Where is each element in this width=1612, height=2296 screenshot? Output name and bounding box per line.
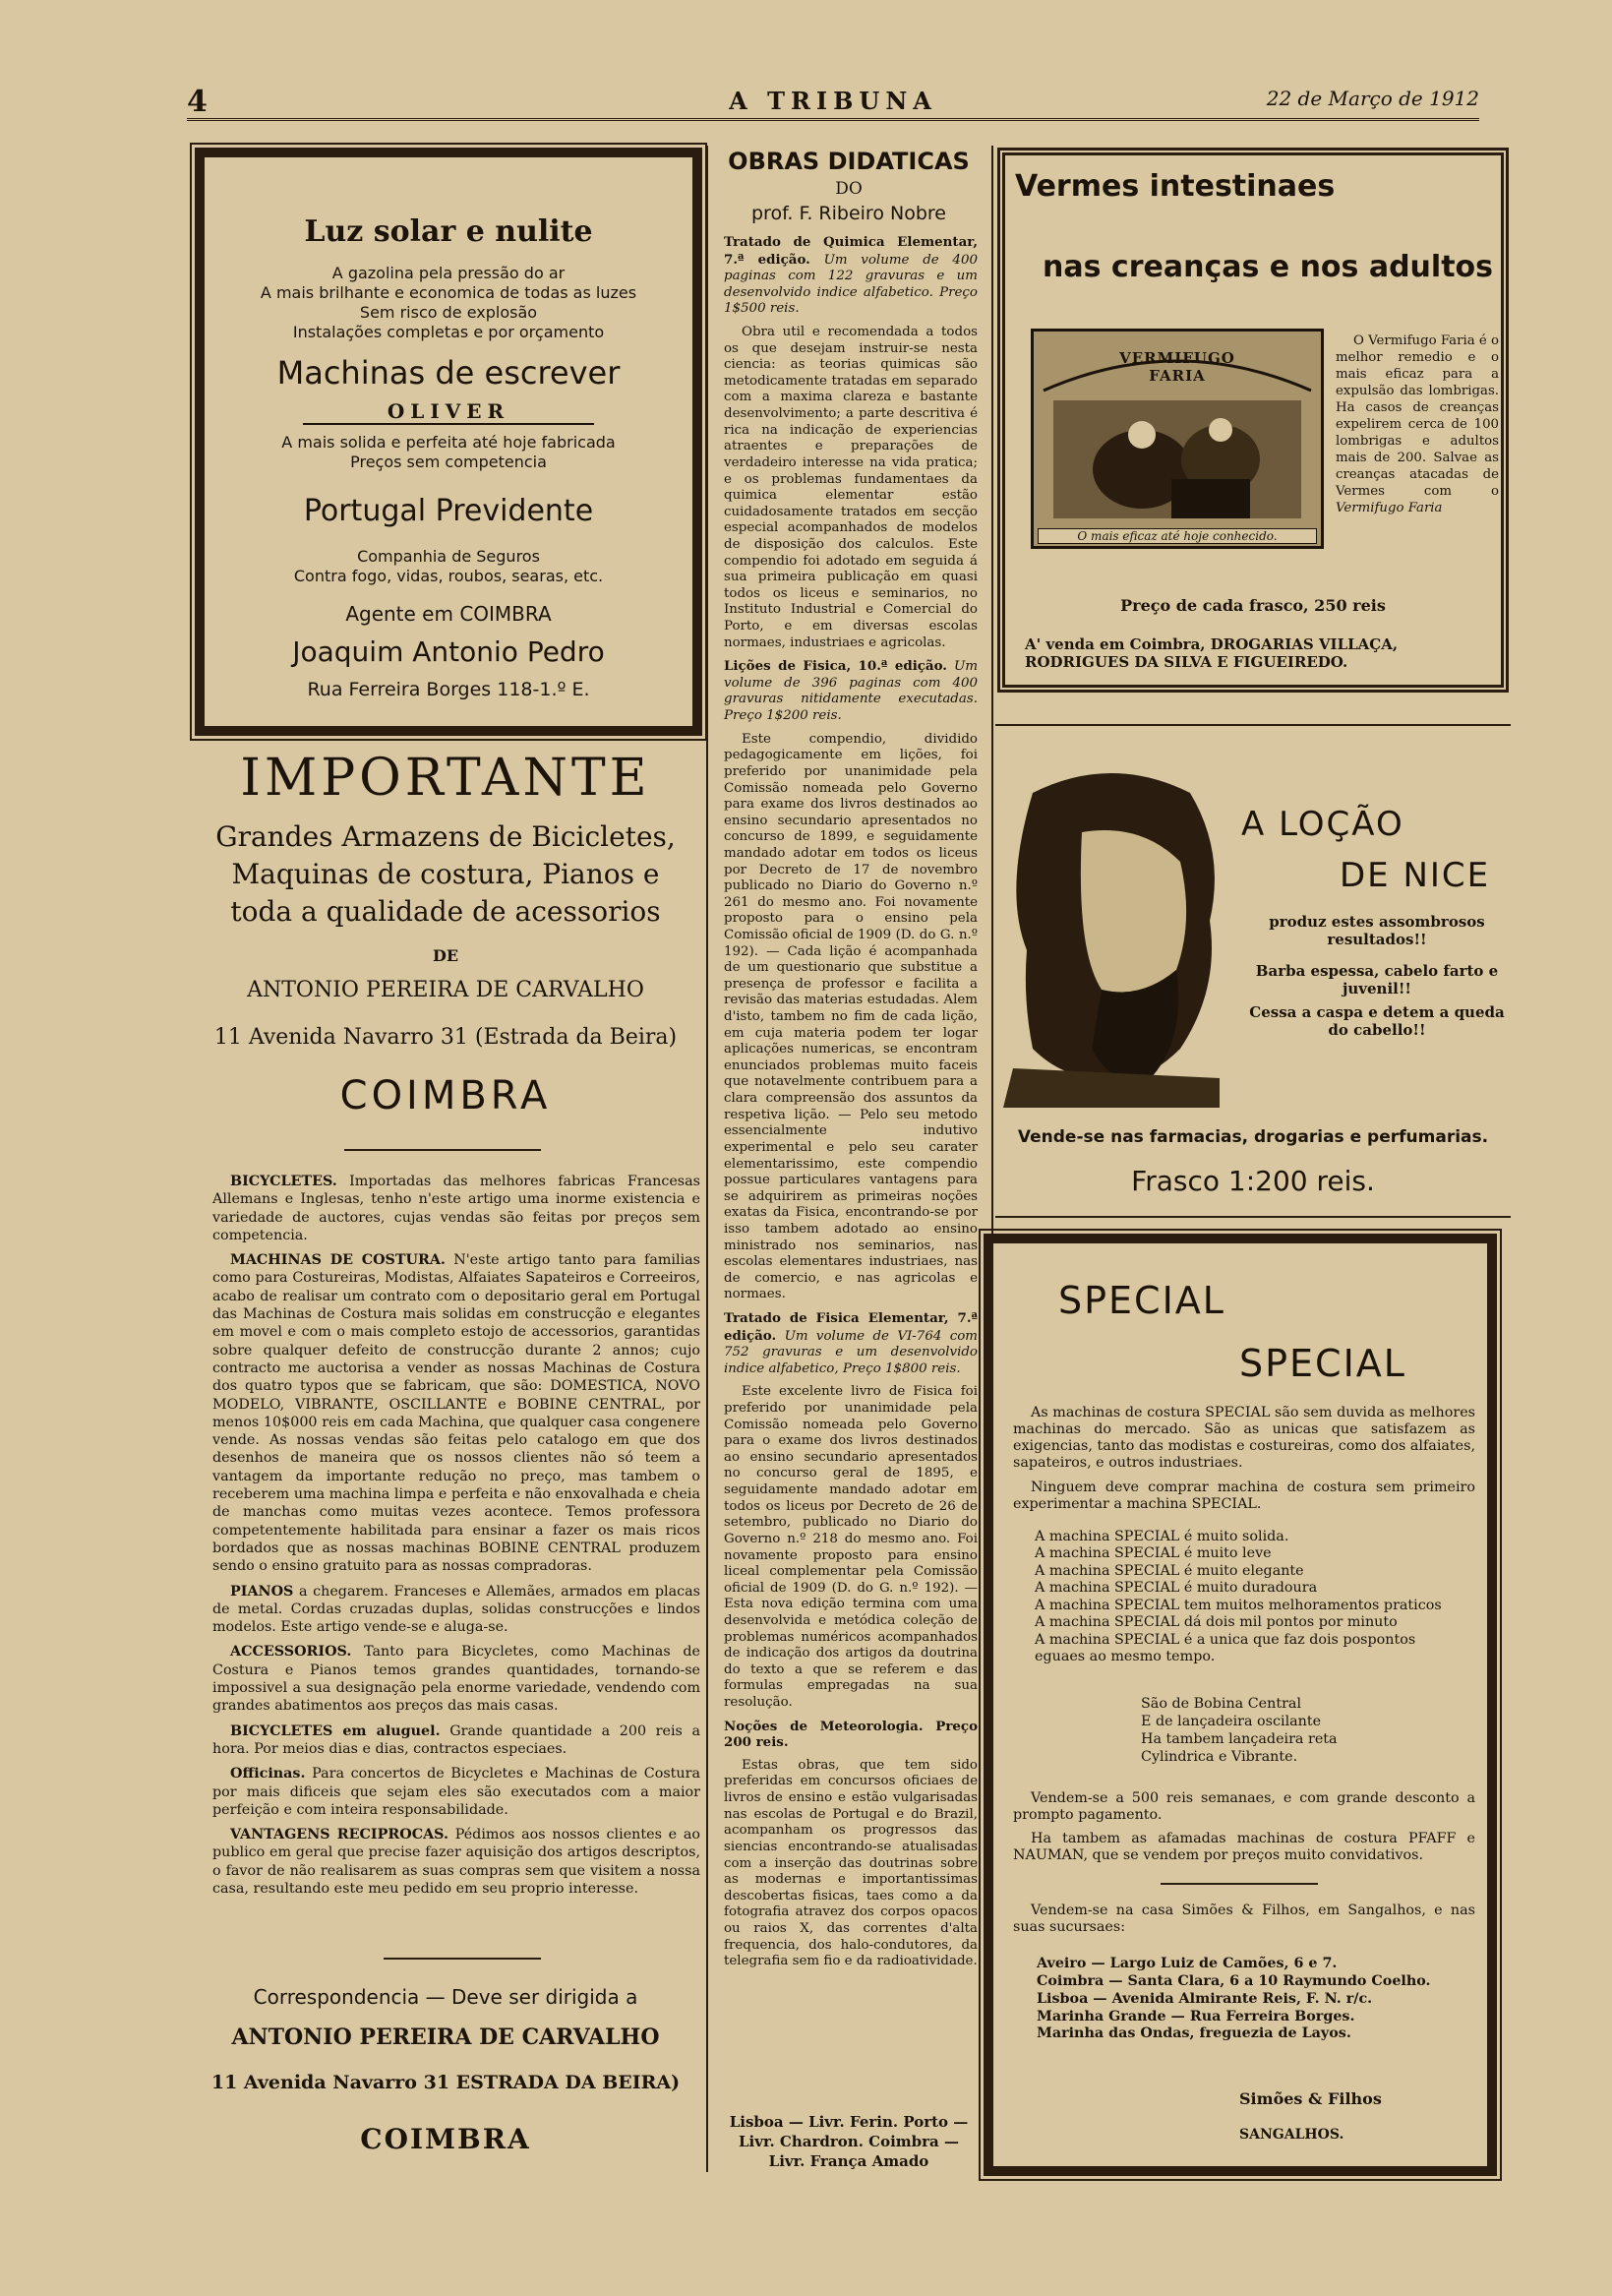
branch-item: Marinha Grande — Rua Ferreira Borges. [1037,2008,1355,2024]
branch-item: Lisboa — Avenida Almirante Reis, F. N. r/c. [1037,1990,1373,2007]
correspondence-address: 11 Avenida Navarro 31 ESTRADA DA BEIRA) [210,2072,681,2093]
man-portrait [993,754,1229,1108]
issue-date: 22 de Março de 1912 [1266,87,1479,110]
obras-author: prof. F. Ribeiro Nobre [751,203,946,224]
feature-item: A machina SPECIAL é a unica que faz dois pospontos eguaes ao mesmo tempo. [1035,1631,1416,1665]
special-firm-place: SANGALHOS. [1239,2127,1344,2143]
importante-owner: ANTONIO PEREIRA DE CARVALHO [247,978,644,1002]
vermifugo-side: O Vermifugo Faria é o melhor remedio e o mais eficaz para a expulsão das lombrigas. Ha casos de creanças expelirem cerca de 100 lombrigas e adultos mais de 200. Salvae as creanças atacadas de Vermes com o Vermifugo Faria [1336,333,1499,516]
special-features [1035,1529,1467,1666]
ad-line: Preços sem competencia [350,453,547,471]
correspondence-line: Correspondencia — Deve ser dirigida a [253,1985,638,2009]
ad-line: Agente em COIMBRA [345,602,552,626]
ad-line: A mais solida e perfeita até hoje fabricada [281,433,616,452]
locao-line: Barba espessa, cabelo farto e juvenil!! [1255,962,1499,997]
vermifugo-price: Preço de cada frasco, 250 reis [1120,596,1386,615]
ad-special [984,1234,1497,2176]
obras-do: DO [835,179,863,199]
ad-title: nas creanças e nos adultos [1043,250,1493,284]
importante-sub: Maquinas de costura, Pianos e [231,858,660,890]
ad-line: Sem risco de explosão [359,303,538,322]
correspondence-name: ANTONIO PEREIRA DE CARVALHO [231,2024,660,2050]
column-rule [706,146,708,2172]
importante-body: BICYCLETES. Importadas das melhores fabricas Francesas Allemans e Inglesas, tenho n'este artigo uma inorme existencia e variedade de auctores, cujas vendas são feitas por preços sem competencia. MACHINAS DE COSTURA. N'este artigo tanto para familias como para Costureiras, Modistas, Alfaiates Sapateiros e Correeiros, acabo de realisar um contrato com o depositario geral em Portugal das Machinas de Costura mais solidas em construcção e elegantes em movel e com o mais completo estojo de accessorios, garantidas sobre qualquer defeito de construcção durante 2 annos; cujo contracto me auctorisa a vender as nossas Machinas de Costura dos quatro typos que se fabricam, que são: DOMESTICA, NOVO MODELO, VIBRANTE, OSCILLANTE e BOBINE CENTRAL, por menos 10$000 reis em cada Machina, que qualquer casa congenere vende. As nossas vendas são feitas pelo catalogo em que dos desenhos de maneira que os nossos clientes não só teem a vantagem da importante redução no preço, mas tambem o receberem uma machina limpa e perfeita e não enxovalhada e cheia de manchas como muitas vezes acontece. Temos professora competentemente habilitada para ensinar a fazer os mais ricos bordados que as nossas machinas BOBINE CENTRAL produzem sendo o ensino gratuito para as nossas compradoras. PIANOS a chegarem. Franceses e Allemães, armados em placas de metal. Cordas cruzadas duplas, solidas construcções e lindos modelos. Este artigo vende-se e aluga-se. ACCESSORIOS. Tanto para Bicycletes, como Machinas de Costura e Pianos temos grandes quantidades, tornando-se impossivel a sua designação pela enorme variedade, vendendo com grandes abatimentos aos preços das mais casas. BICYCLETES em aluguel. Grande quantidade a 200 reis a hora. Por meios dias e dias, contractos especiaes. Officinas. Para concertos de Bicycletes e Machinas de Costura por mais dificeis que sejam eles são executados com a maior perfeição e com inteira responsabilidade. VANTAGENS RECIPROCAS. Pédimos aos nossos clientes e ao publico em geral que precise fazer aquisição dos artigos descriptos, o favor de não realisarem as suas compras sem que visitem a nossa casa, resultando este meu pedido em seu proprio interesse. [212,1174,701,1897]
special-title: SPECIAL [1058,1279,1225,1322]
vermifugo-illustration [1031,329,1324,549]
importante-address: 11 Avenida Navarro 31 (Estrada da Beira) [213,1025,678,1050]
importante-city: COIMBRA [339,1073,552,1118]
locao-sale: Vende-se nas farmacias, drogarias e perfumarias. [1017,1127,1489,1147]
importante-title: IMPORTANTE [240,749,651,808]
divider [384,1958,541,1960]
divider [1161,1883,1318,1885]
ad-line: Contra fogo, vidas, roubos, searas, etc. [293,567,604,585]
ad-title: Machinas de escrever [276,354,621,392]
special-branches [1037,1956,1469,2043]
locao-title: DE NICE [1340,856,1491,895]
branch-item: Coimbra — Santa Clara, 6 a 10 Raymundo Coelho. [1037,1972,1431,1989]
feature-item: A machina SPECIAL é muito duradoura [1035,1580,1318,1597]
branch-item: Marinha das Ondas, freguezia de Layos. [1037,2025,1351,2042]
feature-item: A machina SPECIAL é muito leve [1035,1545,1272,1562]
ad-title: Luz solar e nulite [304,214,593,249]
page-number: 4 [187,85,208,119]
ad-line: A gazolina pela pressão do ar [331,264,566,282]
divider [344,1149,541,1151]
obras-body: Tratado de Quimica Elementar, 7.ª edição. Um volume de 400 paginas com 122 gravuras e um desenvolvido indice alfabetico. Preço 1$500 reis. Obra util e recomendada a todos os que desejam instruir-se nesta ciencia: as teorias quimicas são metodicamente tratadas em separado com a maxima clareza e bastante desenvolvimento; a parte descritiva é rica na indicação de experiencias atraentes e preparações de verdadeiro interesse na vida pratica; e os problemas fundamentaes da quimica elementar estão cuidadosamente tratados em secção especial acompanhados de modelos de disposição dos calculos. Este compendio foi adotado em seguida á sua primeira publicação em quasi todos os liceus e seminarios, no Instituto Industrial e Comercial do Porto, e em diversas escolas normaes, industriaes e agricolas. Lições de Fisica, 10.ª edição. Um volume de 396 paginas com 400 gravuras nitidamente executadas. Preço 1$200 reis. Este compendio, dividido pedagogicamente em lições, foi preferido por unanimidade pela Comissão nomeada pelo Governo para exame dos livros destinados ao ensino secundario apresentados no concurso de 1899, e seguidamente mandado adotar em todos os liceus por Decreto de 17 de novembro publicado no Diario do Governo n.º 261 do mesmo ano. Foi novamente proposto para o ensino pela Comissão oficial de 1909 (D. do G. n.º 192). — Cada lição é acompanhada de um questionario que substitue a presença de professor e facilita a revisão das materias estudadas. Alem d'isto, tambem no fim de cada lição, em cuja materia podem ter logar aplicações numericas, se encontram enunciados problemas muito faceis que notavelmente contribuem para a clara compreensão dos assuntos da respetiva lição. — Pelo seu metodo essencialmente indutivo experimental e pelo seu carater elementarissimo, este compendio possue particulares vantagens para se adquirirem as primeiras noções exatas da Fisica, encontrando-se por isso tambem adotado ao ensino ministrado nos seminarios, nas escolas elementares industriaes, nas de comercio, e nas agricolas e normaes. Tratado de Fisica Elementar, 7.ª edição. Um volume de VI-764 com 752 gravuras e um desenvolvido indice alfabetico, Preço 1$800 reis. Este excelente livro de Fisica foi preferido por unanimidade pela Comissão nomeada pelo Governo para o exame dos livros destinados ao ensino secundario apresentados no concurso geral de 1895, e seguidamente mandado adotar em todos os liceus por Decreto de 26 de setembro, publicado no Diario do Governo n.º 218 do mesmo ano. Foi novamente proposto para ensino liceal complementar pela Comissão oficial de 1909 (D. do G. n.º 192). — Esta nova edição termina com uma desenvolvida e metódica coleção de problemas numéricos acompanhados de indicação dos artigos da doutrina do texto a que se referem e das formulas empregadas na sua resolução. Noções de Meteorologia. Preço 200 reis. Estas obras, que tem sido preferidas em concursos oficiaes de livros de ensino e estão vulgarisadas nas escolas de Portugal e do Brazil, acompanham os progressos das siencias encontrando-se atualisadas com a inserção das doutrinas sobre as modernas e importantissimas descobertas fisicas, taes como a da fotografia atravez dos corpos opacos ou raios X, das correntes d'alta frequencia, dos halo-condutores, da telegrafia sem fio e da radioatividade. [724,234,979,1969]
special-body: Vendem-se na casa Simões & Filhos, em Sangalhos, e nas suas sucursaes: [1013,1903,1475,1936]
feature-item: A machina SPECIAL é muito elegante [1035,1562,1304,1579]
feature-item: A machina SPECIAL tem muitos melhoramentos praticos [1035,1597,1442,1613]
locao-line: Cessa a caspa e detem a queda do cabello!! [1249,1003,1505,1039]
obras-sellers: Livr. França Amado [768,2152,929,2170]
obras-title: OBRAS DIDATICAS [728,148,970,175]
special-firm: Simões & Filhos [1239,2089,1382,2108]
correspondence-city: COIMBRA [360,2123,531,2155]
special-body: Vendem-se a 500 reis semanaes, e com grande desconto a prompto pagamento. Ha tambem as afamadas machinas de costura PFAFF e NAUMAN, que se vendem por preços muito convidativos. [1013,1790,1475,1864]
ad-vermifugo [997,148,1509,693]
importante-de: DE [432,946,459,965]
special-body: As machinas de costura SPECIAL são sem duvida as melhores machinas do mercado. São as unicas que satisfazem as exigencias, tanto das modistas e costureiras, como dos alfaiates, sapateiros, e outros industriaes. Ninguem deve comprar machina de costura sem primeiro experimentar a machina SPECIAL. [1013,1405,1475,1512]
locao-line: produz estes assombrosos resultados!! [1269,913,1485,948]
importante-sub: toda a qualidade de acessorios [230,895,661,928]
obras-sellers: Livr. Chardron. Coimbra — [739,2133,959,2150]
locao-price: Frasco 1:200 reis. [1131,1165,1375,1197]
importante-sub: Grandes Armazens de Bicicletes, [215,820,676,853]
ad-line: Rua Ferreira Borges 118-1.º E. [307,679,590,700]
vermifugo-banner: VERMIFUGO FARIA [1119,349,1235,385]
vermifugo-caption: O mais eficaz até hoje conhecido. [1038,528,1317,544]
newspaper-title: A TRIBUNA [729,87,937,115]
ad-title: Joaquim Antonio Pedro [292,635,605,668]
branch-item: Aveiro — Largo Luiz de Camões, 6 e 7. [1037,1956,1338,1971]
ad-title: Vermes intestinaes [1015,169,1336,204]
ad-title: Portugal Previdente [303,494,594,528]
feature-item: A machina SPECIAL dá dois mil pontos por minuto [1035,1614,1398,1631]
special-bobina: São de Bobina Central E de lançadeira oscilante Ha tambem lançadeira reta Cylindrica e Vibrante. [1141,1696,1338,1765]
special-title: SPECIAL [1239,1342,1406,1385]
locao-title: A LOÇÃO [1241,805,1404,844]
divider [995,724,1511,726]
ad-luz-solar [195,148,702,736]
feature-item: A machina SPECIAL é muito solida. [1035,1529,1289,1544]
vermifugo-sale: A' venda em Coimbra, DROGARIAS VILLAÇA, RODRIGUES DA SILVA E FIGUEIREDO. [1025,635,1399,671]
divider [995,1216,1511,1218]
ad-line: A mais brilhante e economica de todas as luzes [260,283,637,302]
brand-name: OLIVER [303,399,594,425]
ad-line: Instalações completas e por orçamento [292,323,605,341]
masthead [187,85,1479,121]
ad-line: Companhia de Seguros [357,547,540,566]
obras-sellers: Lisboa — Livr. Ferin. Porto — [729,2113,969,2131]
